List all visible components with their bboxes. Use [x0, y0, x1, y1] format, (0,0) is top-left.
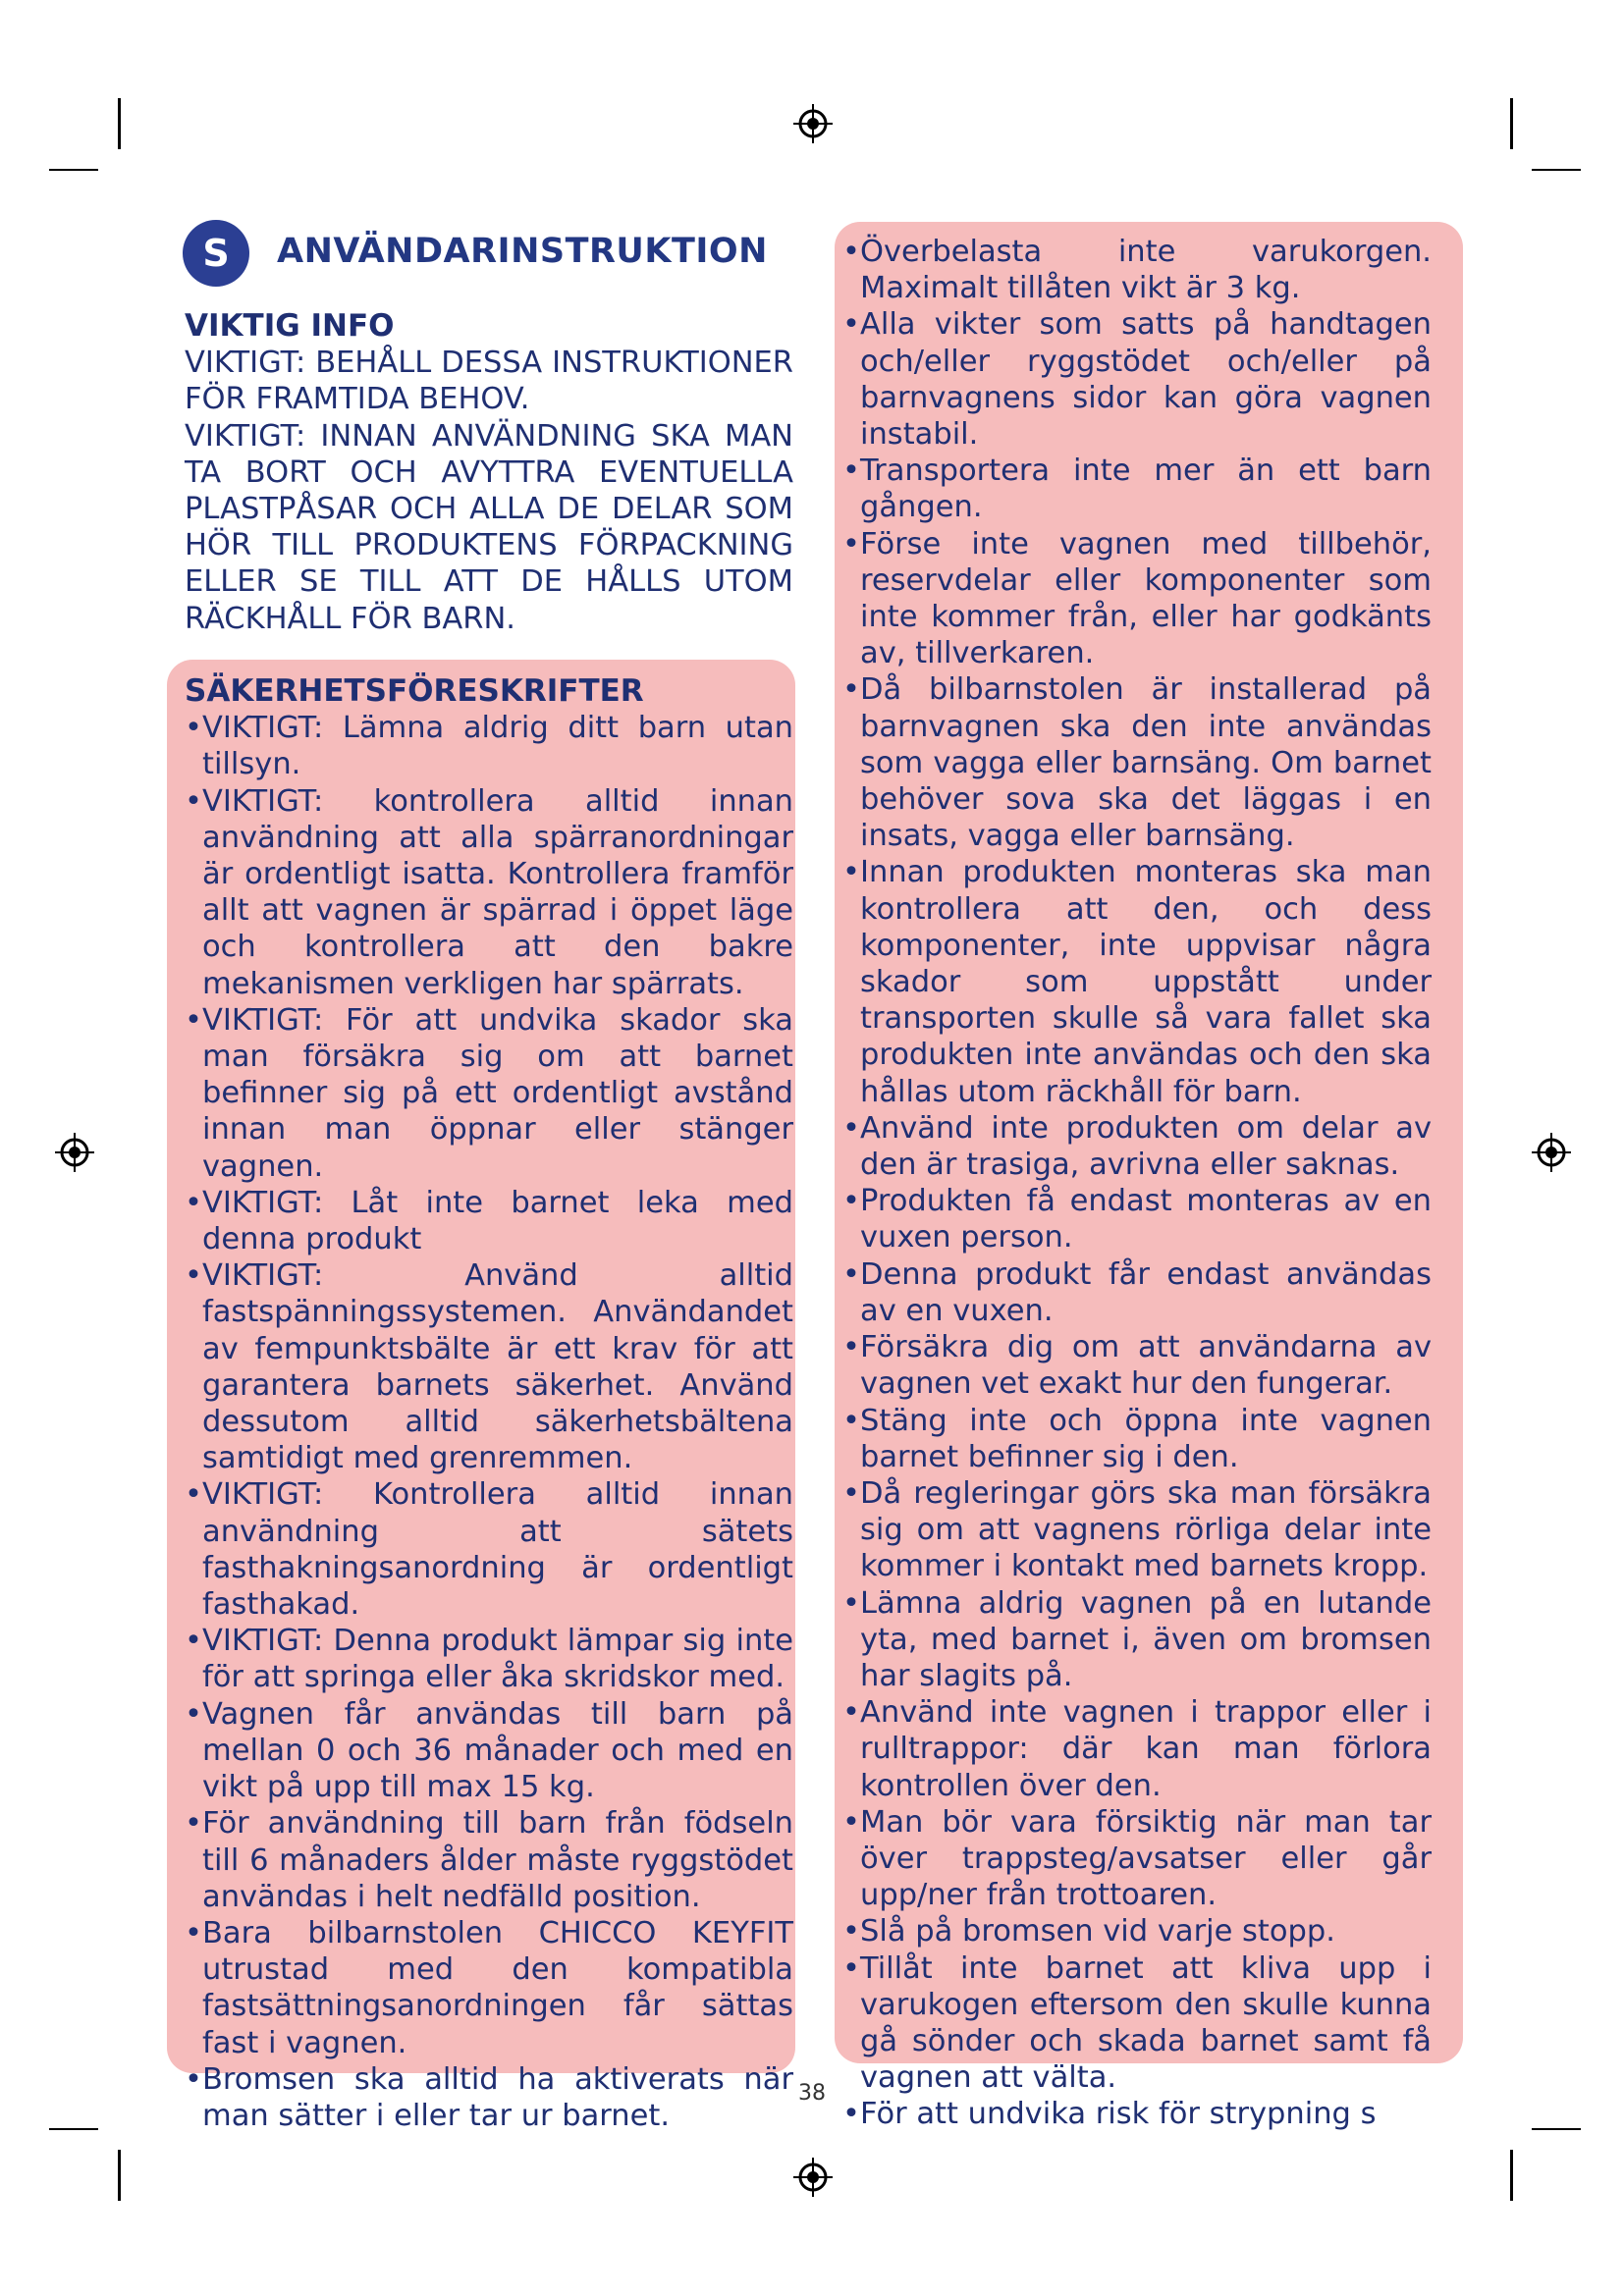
safety-section-left: [185, 673, 793, 2134]
list-item: [185, 1476, 793, 1623]
list-item-text: För att undvika risk för strypning s: [860, 2097, 1377, 2132]
crop-mark: [1510, 98, 1513, 149]
list-item: [185, 1185, 793, 1257]
registration-mark-icon: [55, 1133, 94, 1172]
list-item: [842, 234, 1432, 306]
list-item-text: Försäkra dig om att användarna av vagnen vet exakt hur den fungerar.: [860, 1330, 1432, 1402]
crop-mark: [49, 169, 98, 171]
list-item: [842, 1694, 1432, 1804]
language-badge: S: [183, 220, 249, 287]
bullet-icon: •: [842, 1110, 860, 1146]
list-item-text: Slå på bromsen vid varje stopp.: [860, 1914, 1335, 1949]
safety-list-left: [185, 710, 793, 2134]
list-item-text: Tillåt inte barnet att kliva upp i varukogen eftersom den skulle kunna gå sönder och skada barnet samt få vagnen att välta.: [860, 1950, 1432, 2096]
page-number: 38: [798, 2081, 826, 2106]
list-item-text: Innan produkten monteras ska man kontrollera att den, och dess komponenter, inte uppvisar några skador som uppstått under transporten skulle så vara fallet ska produkten inte användas och den ska hållas utom räckhåll för barn.: [860, 855, 1432, 1109]
list-item-text: Använd inte produkten om delar av den är trasiga, avrivna eller saknas.: [860, 1110, 1432, 1183]
bullet-icon: •: [842, 672, 860, 708]
list-item-text: VIKTIGT: Kontrollera alltid innan användning att sätets fasthakningsanordning är ordentligt fasthakad.: [202, 1477, 793, 1623]
bullet-icon: •: [842, 2097, 860, 2132]
bullet-icon: •: [185, 1696, 202, 1732]
crop-mark: [118, 2150, 121, 2201]
list-item: [842, 1329, 1432, 1402]
list-item-text: Då bilbarnstolen är installerad på barnvagnen ska den inte användas som vagga eller barnsäng. Om barnet behöver sova ska det läggas i en insats, vagga eller barnsäng.: [860, 672, 1432, 854]
bullet-icon: •: [185, 1915, 202, 1950]
bullet-icon: •: [842, 454, 860, 489]
list-item-text: Bromsen ska alltid ha aktiverats när man sätter i eller tar ur barnet.: [202, 2061, 793, 2133]
bullet-icon: •: [185, 1258, 202, 1294]
bullet-icon: •: [842, 1403, 860, 1438]
bullet-icon: •: [842, 855, 860, 890]
registration-mark-icon: [793, 2158, 833, 2197]
list-item: [842, 1110, 1432, 1183]
safety-list-right: [842, 234, 1432, 2133]
list-item-text: VIKTIGT: Lämna aldrig ditt barn utan tillsyn.: [202, 711, 793, 782]
list-item-text: Bara bilbarnstolen CHICCO KEYFIT utrustad med den kompatibla fastsättningsanordningen får sättas fast i vagnen.: [202, 1915, 793, 2060]
page-title: ANVÄNDARINSTRUKTION: [277, 232, 768, 271]
bullet-icon: •: [842, 1330, 860, 1365]
crop-mark: [118, 98, 121, 149]
list-item: [842, 1403, 1432, 1475]
list-item-text: Alla vikter som satts på handtagen och/eller ryggstödet och/eller på barnvagnens sidor kan göra vagnen instabil.: [860, 307, 1432, 453]
list-item: [842, 1585, 1432, 1695]
registration-mark-icon: [793, 104, 833, 143]
bullet-icon: •: [842, 1914, 860, 1949]
viktig-info-section: [185, 308, 793, 637]
viktig-info-heading: VIKTIG INFO: [185, 308, 395, 344]
list-item: [842, 671, 1432, 854]
list-item-text: Förse inte vagnen med tillbehör, reservdelar eller komponenter som inte kommer från, eller har godkänts av, tillverkaren.: [860, 526, 1432, 671]
bullet-icon: •: [842, 1184, 860, 1219]
list-item-text: Lämna aldrig vagnen på en lutande yta, med barnet i, även om bromsen har slagits på.: [860, 1585, 1432, 1693]
bullet-icon: •: [185, 1624, 202, 1659]
list-item: [185, 1623, 793, 1695]
list-item-text: Vagnen får användas till barn på mellan 0 och 36 månader och med en vikt på upp till max 15 kg.: [202, 1696, 793, 1805]
list-item-text: VIKTIGT: kontrollera alltid innan användning att alla spärranordningar är ordentligt isatta. Kontrollera framför allt att vagnen är spärrad i öppet läge och kontrollera att den bakre mekanismen verkligen har spärrats.: [202, 783, 793, 1001]
list-item-text: Produkten få endast monteras av en vuxen person.: [860, 1184, 1432, 1255]
list-item-text: VIKTIGT: Denna produkt lämpar sig inte för att springa eller åka skridskor med.: [202, 1624, 793, 1695]
bullet-icon: •: [842, 307, 860, 343]
crop-mark: [1532, 2128, 1581, 2130]
list-item-text: Denna produkt får endast användas av en vuxen.: [860, 1256, 1432, 1328]
list-item: [842, 306, 1432, 453]
bullet-icon: •: [842, 1950, 860, 1986]
list-item: [185, 1915, 793, 2061]
list-item-text: Transportera inte mer än ett barn gången.: [860, 454, 1432, 525]
list-item-text: VIKTIGT: För att undvika skador ska man försäkra sig om att barnet befinner sig på ett ordentligt avstånd innan man öppnar eller stänger vagnen.: [202, 1002, 793, 1184]
bullet-icon: •: [842, 526, 860, 561]
bullet-icon: •: [185, 2061, 202, 2097]
crop-mark: [49, 2128, 98, 2130]
bullet-icon: •: [185, 1185, 202, 1220]
bullet-icon: •: [842, 1256, 860, 1292]
safety-section-right: [842, 234, 1432, 2133]
bullet-icon: •: [185, 1002, 202, 1038]
bullet-icon: •: [842, 235, 860, 269]
list-item: [842, 1256, 1432, 1329]
list-item: [842, 854, 1432, 1109]
bullet-icon: •: [185, 1477, 202, 1513]
list-item: [842, 453, 1432, 525]
bullet-icon: •: [185, 711, 202, 746]
list-item: [842, 1950, 1432, 2097]
list-item-text: Då regleringar görs ska man försäkra sig om att vagnens rörliga delar inte kommer i kontakt med barnets kropp.: [860, 1475, 1432, 1584]
list-item-text: För användning till barn från födseln till 6 månaders ålder måste ryggstödet användas i helt nedfälld position.: [202, 1806, 793, 1914]
list-item-text: Överbelasta inte varukorgen. Maximalt tillåten vikt är 3 kg.: [860, 235, 1432, 306]
bullet-icon: •: [842, 1804, 860, 1840]
list-item: [842, 1183, 1432, 1255]
list-item: [842, 1475, 1432, 1585]
bullet-icon: •: [185, 1806, 202, 1842]
list-item: [842, 1913, 1432, 1949]
safety-heading: SÄKERHETSFÖRESKRIFTER: [185, 673, 644, 709]
list-item: [185, 1805, 793, 1915]
list-item: [185, 1257, 793, 1476]
list-item: [185, 1696, 793, 1806]
list-item: [185, 1002, 793, 1185]
list-item: [185, 710, 793, 782]
list-item-text: Stäng inte och öppna inte vagnen barnet befinner sig i den.: [860, 1403, 1432, 1474]
list-item: [842, 526, 1432, 672]
crop-mark: [1510, 2150, 1513, 2201]
list-item: [185, 783, 793, 1002]
bullet-icon: •: [842, 1475, 860, 1511]
list-item-text: Man bör vara försiktig när man tar över trappsteg/avsatser eller går upp/ner från trottoaren.: [860, 1804, 1432, 1913]
crop-mark: [1532, 169, 1581, 171]
viktig-info-paragraph: VIKTIGT: INNAN ANVÄNDNING SKA MAN TA BORT OCH AVYTTRA EVENTUELLA PLASTPÅSAR OCH ALLA DE DELAR SOM HÖR TILL PRODUKTENS FÖRPACKNING ELLER SE TILL ATT DE HÅLLS UTOM RÄCKHÅLL FÖR BARN.: [185, 418, 793, 636]
list-item-text: Använd inte vagnen i trappor eller i rulltrappor: där kan man förlora kontrollen över den.: [860, 1695, 1432, 1803]
bullet-icon: •: [185, 783, 202, 819]
registration-mark-icon: [1532, 1133, 1571, 1172]
list-item-text: VIKTIGT: Låt inte barnet leka med denna produkt: [202, 1185, 793, 1257]
list-item: [842, 1804, 1432, 1914]
viktig-info-paragraph: VIKTIGT: BEHÅLL DESSA INSTRUKTIONER FÖR FRAMTIDA BEHOV.: [185, 346, 793, 417]
bullet-icon: •: [842, 1695, 860, 1731]
bullet-icon: •: [842, 1585, 860, 1621]
list-item-text: VIKTIGT: Använd alltid fastspänningssystemen. Användandet av fempunktsbälte är ett krav för att garantera barnets säkerhet. Använd dessutom alltid säkerhetsbältena samtidigt med grenremmen.: [202, 1258, 793, 1476]
